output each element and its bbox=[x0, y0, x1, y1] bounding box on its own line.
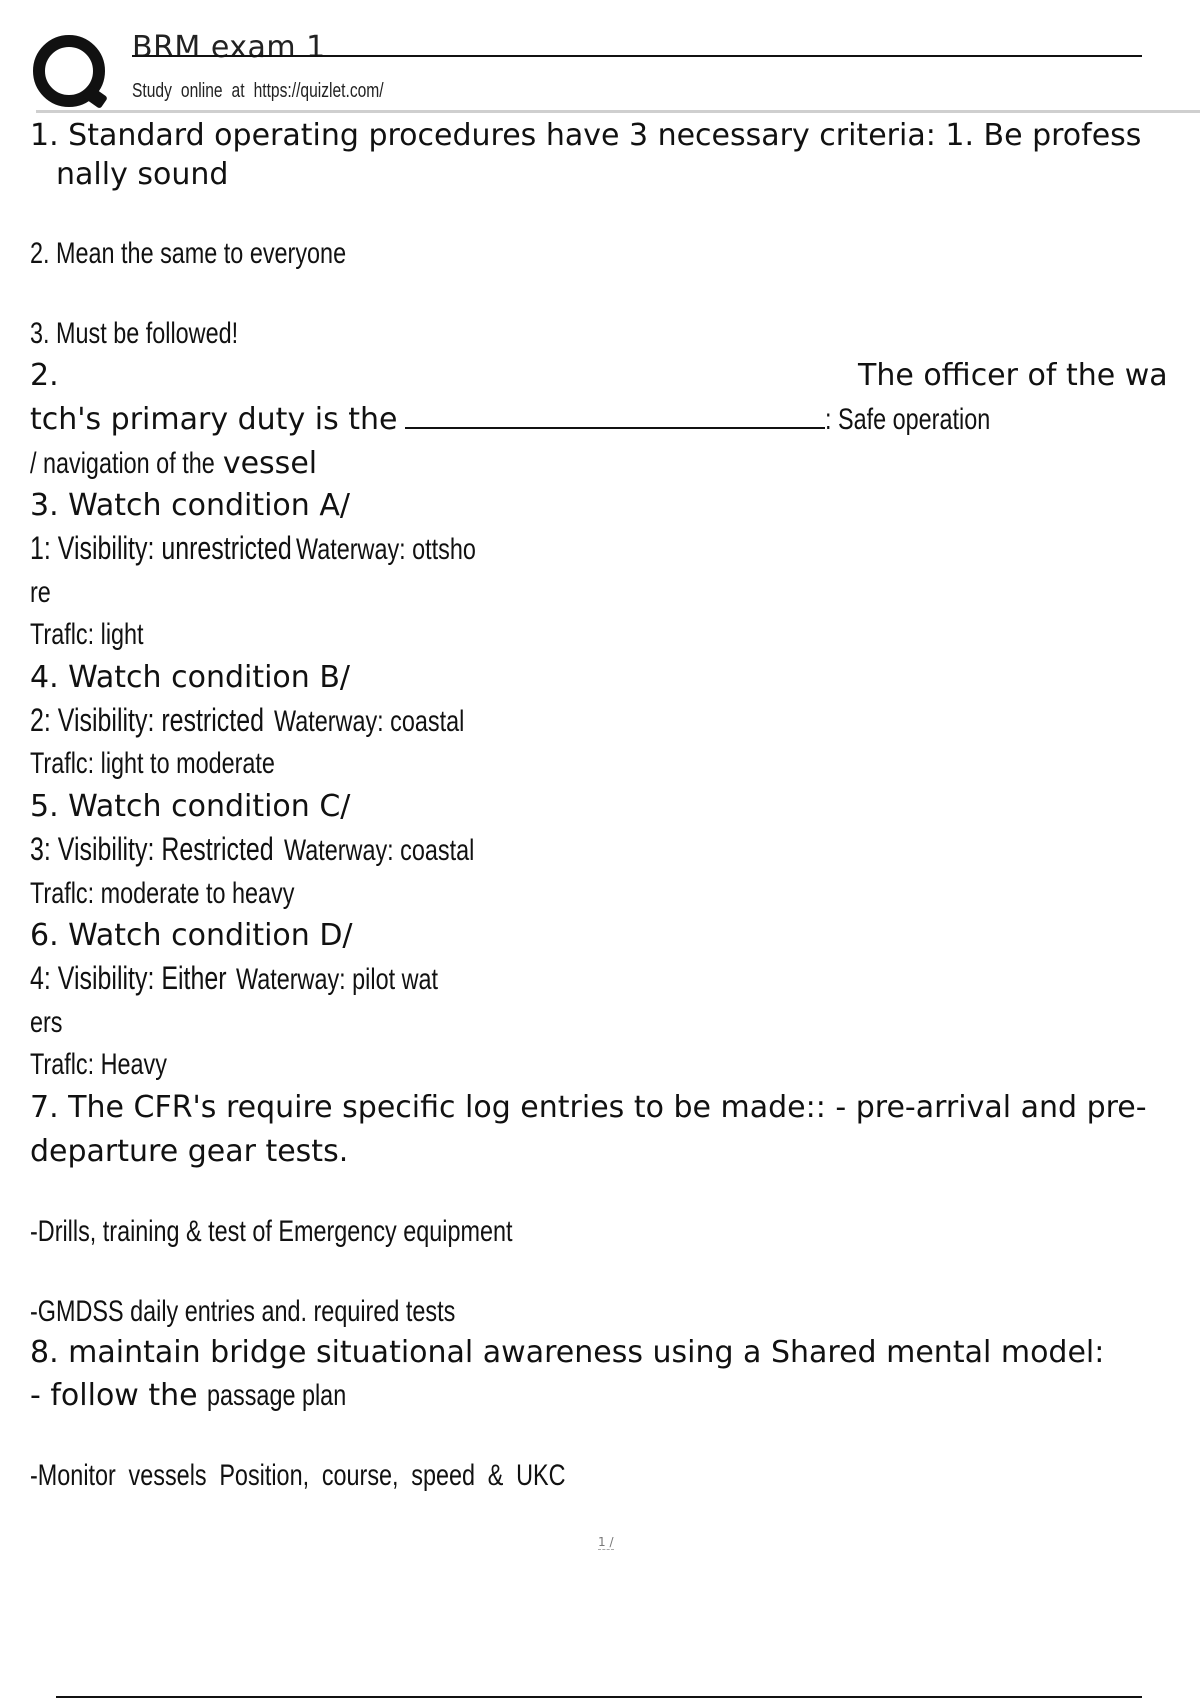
page-number: 1 / bbox=[598, 1535, 614, 1549]
item-1-answer-line-2 bbox=[30, 316, 297, 351]
item-5-line-2 bbox=[30, 876, 369, 911]
item-5-title: 5. Watch condition C/ bbox=[30, 789, 351, 824]
item-8-question-part: - follow the bbox=[30, 1378, 198, 1413]
item-6-traffic: Traflc: Heavy bbox=[30, 1048, 167, 1081]
item-2-answer-1: : Safe operation bbox=[825, 403, 991, 436]
item-7-answer-line-2 bbox=[30, 1294, 575, 1329]
item-8-question-line-1: 8. maintain bridge situational awareness using a Shared mental model: bbox=[30, 1335, 1105, 1370]
item-4-title: 4. Watch condition B/ bbox=[30, 660, 351, 695]
item-5-line-1 bbox=[30, 831, 528, 868]
item-3-waterway-cont: re bbox=[30, 576, 51, 609]
item-6-line-3 bbox=[30, 1047, 206, 1082]
item-4-line-2 bbox=[30, 746, 344, 781]
title-strikethrough-line bbox=[132, 55, 1142, 57]
footer-divider bbox=[56, 1696, 1142, 1698]
item-2-answer-2: / navigation of the bbox=[30, 447, 215, 480]
item-7-answer-2: -GMDSS daily entries and. required tests bbox=[30, 1295, 456, 1328]
item-5-waterway: Waterway: coastal bbox=[284, 834, 475, 867]
item-2-question-line-2 bbox=[30, 402, 1037, 437]
item-2-answer-line-2 bbox=[30, 446, 317, 481]
item-8-question-line-2 bbox=[30, 1378, 386, 1413]
item-3-line-2 bbox=[30, 575, 57, 610]
header-divider bbox=[36, 110, 1200, 113]
item-7-question-line-1: 7. The CFR's require specific log entries to be made:: - pre-arrival and pre- bbox=[30, 1090, 1147, 1125]
item-3-visibility: 1: Visibility: unrestricted bbox=[30, 530, 292, 566]
item-2-blank-line bbox=[405, 405, 825, 429]
item-6-waterway: Waterway: pilot wat bbox=[235, 963, 438, 996]
item-1-question-line-1: 1. Standard operating procedures have 3 necessary criteria: 1. Be profess bbox=[30, 118, 1142, 153]
item-2-answer-tail: vessel bbox=[222, 446, 318, 481]
item-4-waterway: Waterway: coastal bbox=[273, 705, 465, 738]
item-6-waterway-cont: ers bbox=[30, 1006, 63, 1039]
item-1-question-line-2: nally sound bbox=[56, 157, 229, 192]
item-3-traffic: Traflc: light bbox=[30, 618, 144, 651]
item-6-title: 6. Watch condition D/ bbox=[30, 918, 353, 953]
item-5-visibility: 3: Visibility: Restricted bbox=[30, 831, 274, 867]
item-8-answer-1: -Monitor vessels Position, course, speed & UKC bbox=[30, 1459, 566, 1492]
item-4-traffic: Traflc: light to moderate bbox=[30, 747, 275, 780]
item-6-line-1 bbox=[30, 960, 495, 997]
item-4-line-1 bbox=[30, 702, 518, 739]
item-1-answer-line-1 bbox=[30, 236, 435, 271]
item-8-answer-part: passage plan bbox=[207, 1379, 347, 1412]
item-1-answer-1: 2. Mean the same to everyone bbox=[30, 237, 347, 270]
item-3-waterway: Waterway: ottsho bbox=[295, 533, 476, 566]
document-title: BRM exam 1 bbox=[132, 30, 326, 65]
item-2-question-left: tch's primary duty is the bbox=[30, 402, 398, 437]
item-7-answer-1: -Drills, training & test of Emergency equipment bbox=[30, 1215, 513, 1248]
item-2-number: 2. bbox=[30, 358, 59, 393]
quizlet-logo-icon bbox=[32, 34, 110, 112]
item-1-answer-2: 3. Must be followed! bbox=[30, 317, 239, 350]
item-3-line-3 bbox=[30, 617, 176, 652]
item-7-question-line-2: departure gear tests. bbox=[30, 1134, 349, 1169]
item-5-traffic: Traflc: moderate to heavy bbox=[30, 877, 295, 910]
item-2-question-right: The officer of the wa bbox=[858, 358, 1168, 393]
item-6-line-2 bbox=[30, 1005, 72, 1040]
item-3-line-1 bbox=[30, 530, 526, 567]
item-7-answer-line-1 bbox=[30, 1214, 649, 1249]
item-3-title: 3. Watch condition A/ bbox=[30, 488, 350, 523]
item-8-answer-line-1 bbox=[30, 1458, 717, 1493]
study-online-subtitle: Study online at https://quizlet.com/ bbox=[132, 80, 384, 102]
item-6-visibility: 4: Visibility: Either bbox=[30, 960, 227, 996]
item-4-visibility: 2: Visibility: restricted bbox=[30, 702, 264, 738]
